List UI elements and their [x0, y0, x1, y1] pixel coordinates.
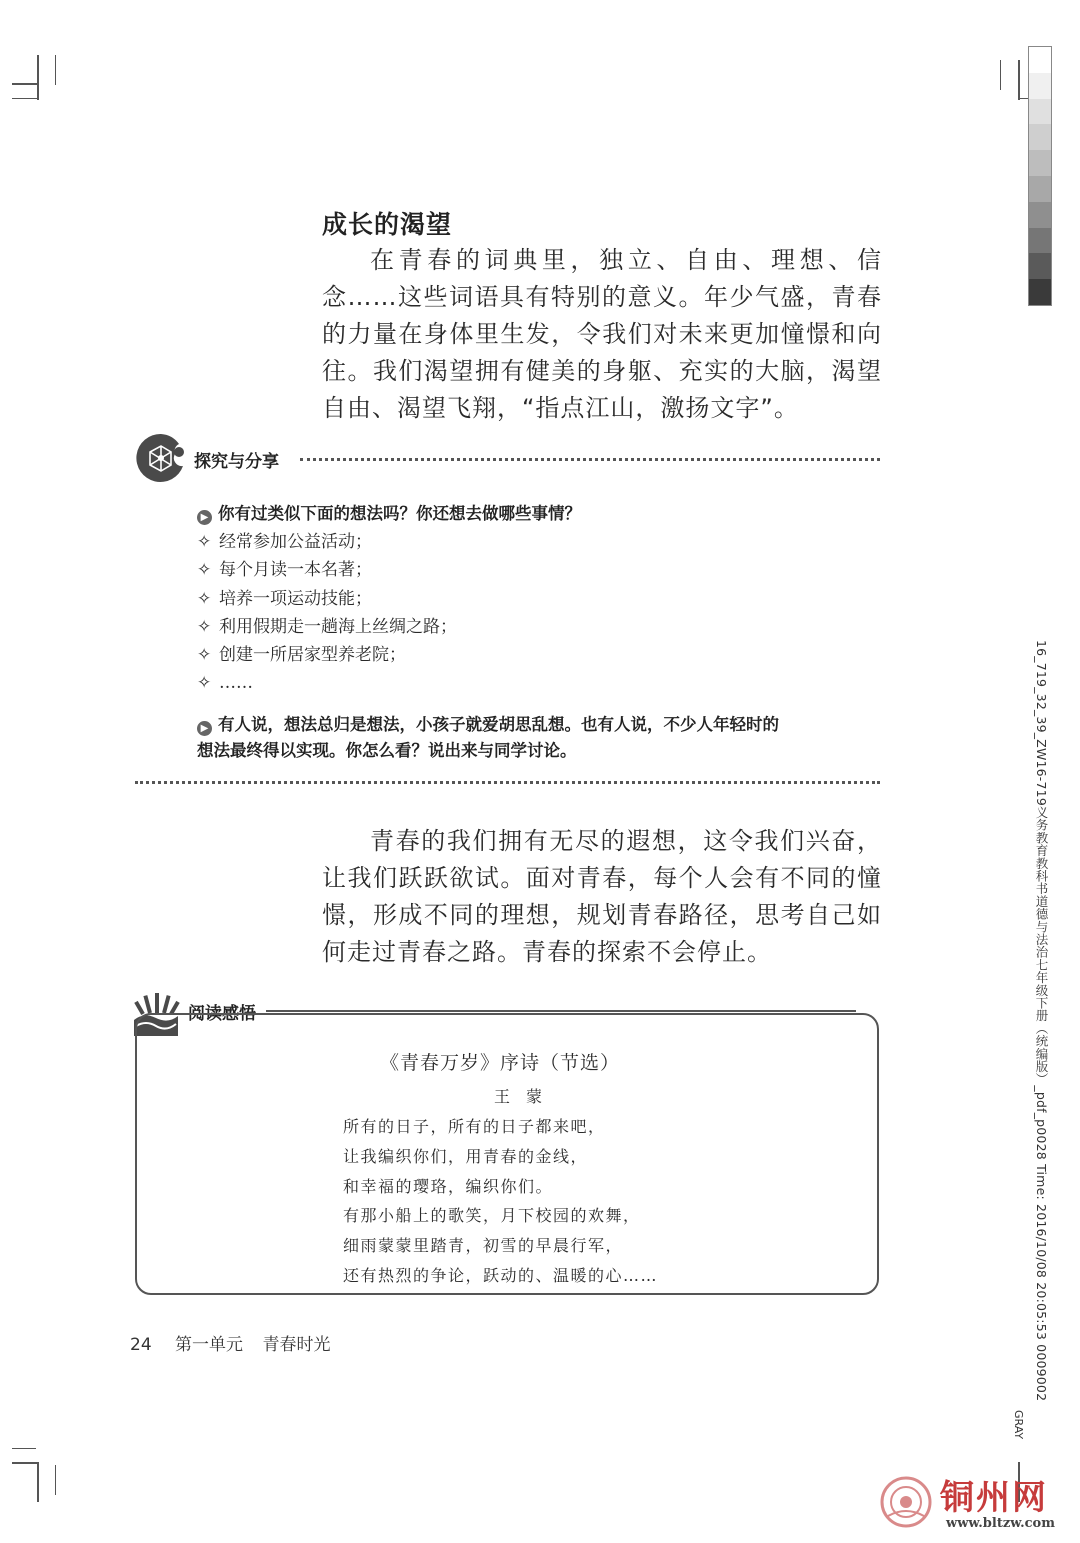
- list-item: [197, 585, 457, 613]
- reading-header-rule: [266, 1010, 856, 1012]
- list-item: [197, 613, 457, 641]
- watermark-name: 铜州网: [940, 1478, 1048, 1518]
- explore-label: 探究与分享: [194, 452, 279, 472]
- gray-calibration-bar: [1028, 46, 1052, 306]
- explore-top-divider: [300, 458, 880, 461]
- poem-author: 王 蒙: [494, 1087, 543, 1106]
- poem-line: 所有的日子，所有的日子都来吧，: [343, 1117, 606, 1136]
- list-item-text: 利用假期走一趟海上丝绸之路；: [219, 616, 457, 637]
- page-footer: [130, 1330, 330, 1355]
- poem-line: 和幸福的璎珞，编织你们。: [343, 1176, 554, 1196]
- list-item-text: 每个月读一本名著；: [219, 560, 372, 581]
- crop-mark: [37, 1462, 39, 1502]
- crop-mark: [55, 55, 56, 85]
- question-2-line-2: 想法最终得以实现。你怎么看？说出来与同学讨论。: [197, 741, 577, 760]
- list-item: [197, 528, 457, 556]
- crop-mark: [12, 1462, 38, 1464]
- list-item-text: 培养一项运动技能；: [219, 588, 372, 609]
- poem-title: 《青春万岁》序诗（节选）: [380, 1052, 621, 1074]
- explore-question-2: [197, 712, 887, 764]
- explore-bottom-divider: [135, 781, 880, 784]
- print-slug-text: 16_719_32_39_ZW16-719义务教育教科书道德与法治七年级下册（统编版）_pdf_p0028 Time: 2016/10/08 20:05:53 0009002: [1034, 640, 1049, 1402]
- poem-line: 有那小船上的歌笑，月下校园的欢舞，: [343, 1206, 641, 1226]
- diamond-bullet-icon: ✧: [197, 645, 212, 666]
- diamond-bullet-icon: ✧: [197, 616, 212, 637]
- explore-question-1: [197, 501, 581, 527]
- page-number: 24: [130, 1335, 152, 1355]
- crop-mark: [37, 55, 39, 100]
- watermark-url: www.bltzw.com: [946, 1516, 1055, 1531]
- crop-mark: [1000, 60, 1001, 90]
- list-item-text: 经常参加公益活动；: [219, 532, 372, 552]
- crop-mark: [55, 1465, 56, 1495]
- explore-icon: [135, 432, 187, 484]
- crop-mark: [12, 1448, 36, 1449]
- poem-line: 还有热烈的争论，跃动的、温暖的心……: [343, 1265, 659, 1285]
- arrow-icon: ▶: [197, 510, 212, 525]
- crop-mark: [1018, 60, 1020, 100]
- list-item: [197, 641, 457, 669]
- diamond-bullet-icon: ✧: [197, 532, 212, 552]
- section-title: 成长的渴望: [322, 210, 453, 239]
- poem-line: 让我编织你们，用青春的金线，: [343, 1146, 589, 1166]
- unit-label: 第一单元: [175, 1335, 244, 1355]
- list-item: [197, 669, 457, 697]
- question-1-text: 你有过类似下面的想法吗？你还想去做哪些事情？: [218, 504, 581, 523]
- diamond-bullet-icon: ✧: [197, 673, 212, 694]
- diamond-bullet-icon: ✧: [197, 560, 212, 581]
- reading-label: 阅读感悟: [188, 1004, 256, 1024]
- body-paragraph: 青春的我们拥有无尽的遐想，这令我们兴奋，让我们跃跃欲试。面对青春，每个人会有不同的憧憬，形成不同的理想，规划青春路径，思考自己如何走过青春之路。青春的探索不会停止。: [322, 827, 882, 966]
- crop-mark: [12, 98, 38, 99]
- list-item-text: 创建一所居家型养老院；: [219, 645, 406, 666]
- idea-list: [197, 528, 457, 698]
- unit-title: 青春时光: [262, 1335, 331, 1355]
- question-2-line-1: 有人说，想法总归是想法，小孩子就爱胡思乱想。也有人说，不少人年轻时的: [218, 715, 779, 734]
- poem-lines: [343, 1112, 658, 1291]
- watermark-logo-icon: [880, 1476, 932, 1528]
- diamond-bullet-icon: ✧: [197, 588, 212, 609]
- list-item: [197, 556, 457, 584]
- watermark: [880, 1470, 1070, 1536]
- intro-paragraph: 在青春的词典里，独立、自由、理想、信念……这些词语具有特别的意义。年少气盛，青春的力量在身体里生发，令我们对未来更加憧憬和向往。我们渴望拥有健美的身躯、充实的大脑，渴望自由、渴望飞翔，“指点江山，激扬文字”。: [322, 246, 882, 422]
- list-item-text: ……: [219, 673, 253, 694]
- arrow-icon: ▶: [197, 721, 212, 736]
- poem-line: 细雨蒙蒙里踏青，初雪的早晨行军，: [343, 1236, 624, 1256]
- gray-label: GRAY: [1012, 1410, 1025, 1440]
- crop-mark: [12, 83, 38, 85]
